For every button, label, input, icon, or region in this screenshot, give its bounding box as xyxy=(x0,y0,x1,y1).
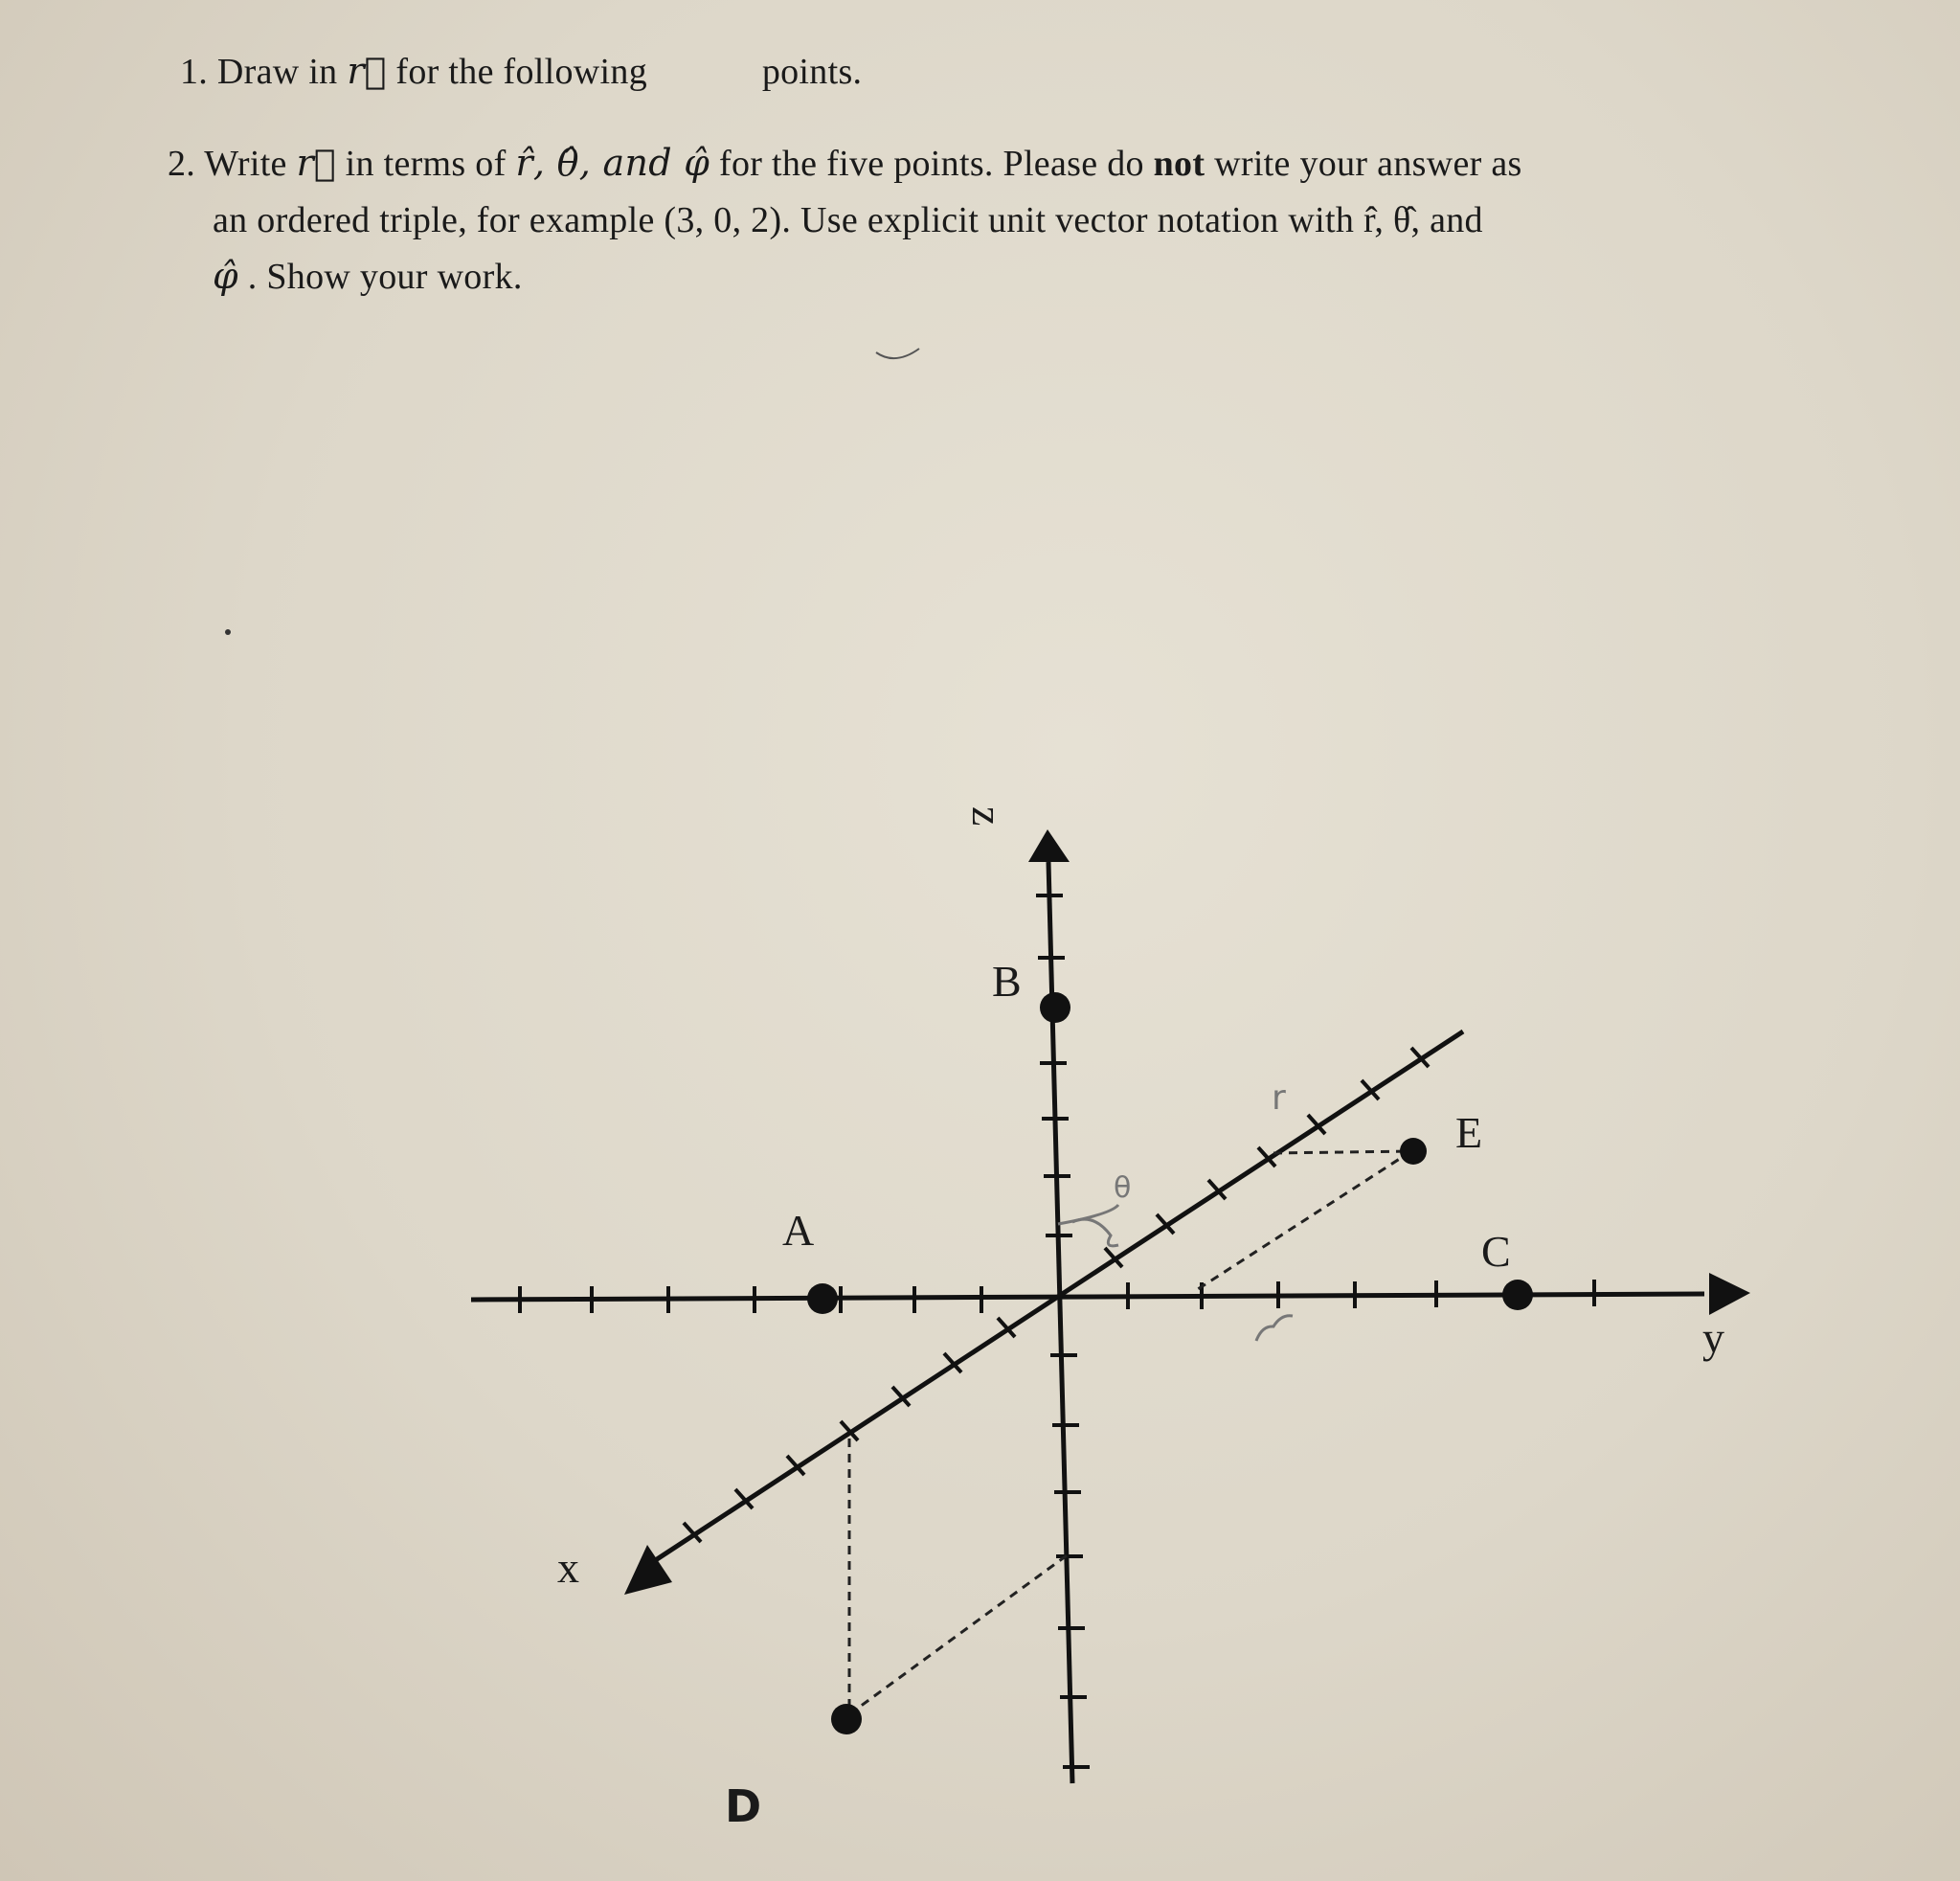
y-axis-arrowhead xyxy=(1709,1273,1750,1315)
y-axis-label: y xyxy=(1702,1313,1724,1362)
point-d-marker xyxy=(831,1704,862,1734)
question-2-line-2-text: an ordered triple, for example (3, 0, 2). Use explicit unit vector notation with r̂, θ̂, and xyxy=(213,200,1483,240)
guide-lines-point-d xyxy=(849,1439,1070,1714)
question-1-vector-symbol: r⃗ xyxy=(347,50,387,92)
handwritten-r-label: r xyxy=(1272,1078,1286,1118)
z-axis-label: z xyxy=(963,806,1012,827)
question-2-text-c: for the five points. Please do xyxy=(719,144,1144,184)
question-2-phi-symbol: φ̂ xyxy=(213,255,238,297)
point-c-marker xyxy=(1502,1280,1533,1310)
point-d-label: D xyxy=(725,1780,762,1832)
point-a-label: A xyxy=(782,1206,815,1255)
pencil-smudge-mark xyxy=(876,349,919,358)
point-c-label: C xyxy=(1481,1227,1511,1276)
question-2-text-d: write your answer as xyxy=(1214,144,1522,184)
stray-dot-mark xyxy=(225,629,231,635)
question-1-number: 1. xyxy=(180,52,209,92)
z-axis-arrowhead xyxy=(1028,829,1070,862)
question-2-emphasis-not: not xyxy=(1153,144,1205,184)
question-1-text-end: points. xyxy=(761,52,863,92)
point-e-label: E xyxy=(1455,1108,1483,1157)
question-2-text-a: Write xyxy=(204,144,287,184)
question-2-vector-symbol: r⃗ xyxy=(296,142,336,184)
point-b-label: B xyxy=(992,957,1022,1006)
point-e-marker xyxy=(1400,1138,1427,1165)
question-1-text-middle: for the following xyxy=(395,52,648,92)
question-1-text-before: Draw in xyxy=(216,52,338,92)
question-2-unit-vectors: r̂, θ̂, and φ̂ xyxy=(515,142,710,184)
question-2-text-b: in terms of xyxy=(345,144,507,184)
guide-lines-point-e xyxy=(1195,1151,1411,1291)
handwritten-theta-label: θ xyxy=(1114,1171,1132,1205)
question-2-number: 2. xyxy=(168,144,196,184)
question-2-line-3-text: . Show your work. xyxy=(247,257,523,297)
point-a-marker xyxy=(807,1283,838,1314)
x-axis-label: x xyxy=(557,1543,579,1592)
point-b-marker xyxy=(1040,992,1070,1023)
